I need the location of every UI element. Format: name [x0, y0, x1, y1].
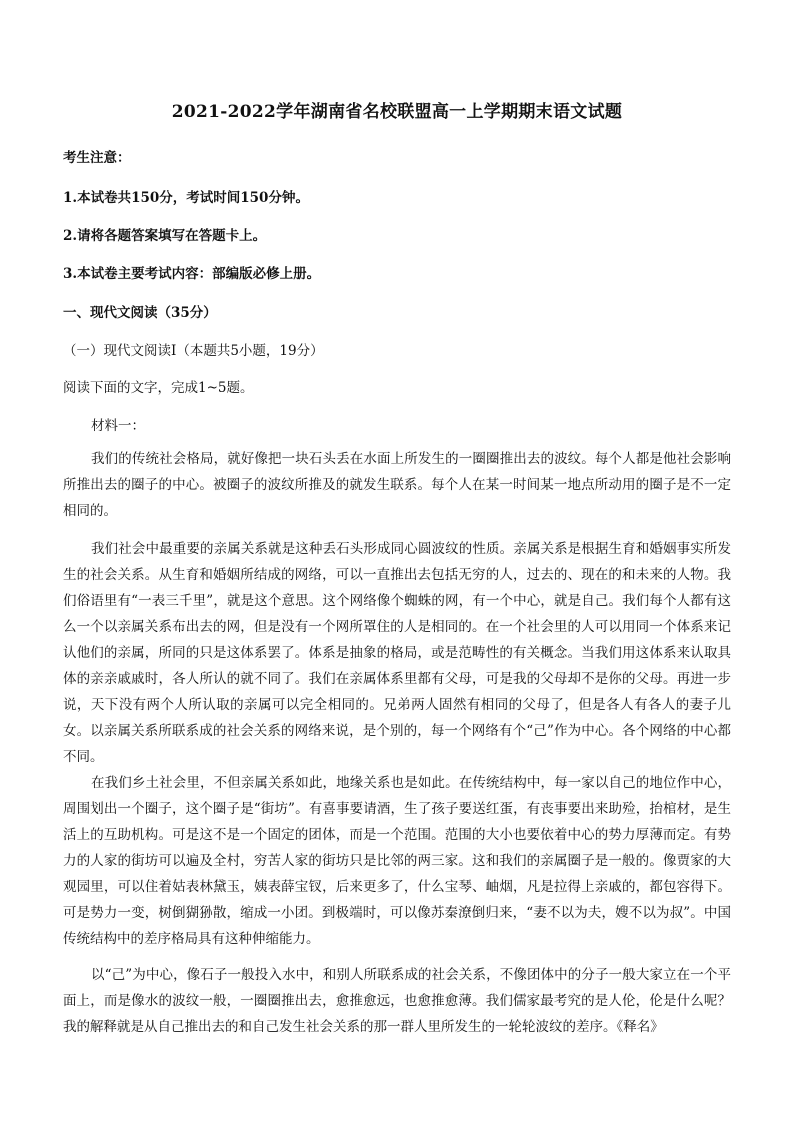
notice-item: 2.请将各题答案填写在答题卡上。	[63, 228, 267, 244]
document-title: 2021-2022学年湖南省名校联盟高一上学期期末语文试题	[171, 102, 623, 122]
reading-instruction: 阅读下面的文字，完成1~5题。	[63, 380, 254, 396]
body-paragraph: 在我们乡土社会里，不但亲属关系如此，地缘关系也是如此。在传统结构中，每一家以自己的地位作中心，周围划出一个圈子，这个圈子是“街坊”。有喜事要请酒，生了孩子要送红蛋，有丧事要出来助殓，抬棺材，是生活上的互助机构。可是这不是一个固定的团体，而是一个范围。范围的大小也要依着中心的势力厚薄而定。有势力的人家的街坊可以遍及全村，穷苦人家的街坊只是比邻的两三家。这和我们的亲属圈子是一般的。像贾家的大观园里，可以住着姑表林黛玉，姨表薛宝钗，后来更多了，什么宝琴、岫烟，凡是拉得上亲戚的，都包容得下。可是势力一变，树倒猢狲散，缩成一小团。到极端时，可以像苏秦潦倒归来，“妻不以为夫，嫂不以为叔”。中国传统结构中的差序格局具有这种伸缩能力。	[63, 775, 731, 947]
subsection-heading: （一）现代文阅读Ⅰ（本题共5小题，19分）	[63, 343, 324, 359]
body-paragraph: 我们的传统社会格局，就好像把一块石头丢在水面上所发生的一圈圈推出去的波纹。每个人都是他社会影响所推出去的圈子的中心。被圈子的波纹所推及的就发生联系。每个人在某一时间某一地点所动用的圈子是不一定相同的。	[63, 451, 731, 519]
body-paragraph: 以“己”为中心，像石子一般投入水中，和别人所联系成的社会关系，不像团体中的分子一般大家立在一个平面上，而是像水的波纹一般，一圈圈推出去，愈推愈远，也愈推愈薄。我们儒家最考究的是人伦，伦是什么呢？我的解释就是从自己推出去的和自己发生社会关系的那一群人里所发生的一轮轮波纹的差序。《释名》	[63, 967, 731, 1035]
material-label: 材料一：	[91, 418, 145, 434]
notice-item: 3.本试卷主要考试内容：部编版必修上册。	[63, 266, 321, 282]
notice-heading: 考生注意：	[63, 150, 131, 166]
section-heading: 一、现代文阅读（35分）	[63, 305, 217, 321]
body-paragraph: 我们社会中最重要的亲属关系就是这种丢石头形成同心圆波纹的性质。亲属关系是根据生育和婚姻事实所发生的社会关系。从生育和婚姻所结成的网络，可以一直推出去包括无穷的人，过去的、现在的和未来的人物。我们俗语里有“一表三千里”，就是这个意思。这个网络像个蜘蛛的网，有一个中心，就是自己。我们每个人都有这么一个以亲属关系布出去的网，但是没有一个网所罩住的人是相同的。在一个社会里的人可以用同一个体系来记认他们的亲属，所同的只是这体系罢了。体系是抽象的格局，或是范畴性的有关概念。当我们用这体系来认取具体的亲亲戚戚时，各人所认的就不同了。我们在亲属体系里都有父母，可是我的父母却不是你的父母。再进一步说，天下没有两个人所认取的亲属可以完全相同的。兄弟两人固然有相同的父母了，但是各人有各人的妻子儿女。以亲属关系所联系成的社会关系的网络来说，是个别的，每一个网络有个“己”作为中心。各个网络的中心都不同。	[63, 541, 731, 765]
notice-item: 1.本试卷共150分，考试时间150分钟。	[63, 190, 309, 206]
